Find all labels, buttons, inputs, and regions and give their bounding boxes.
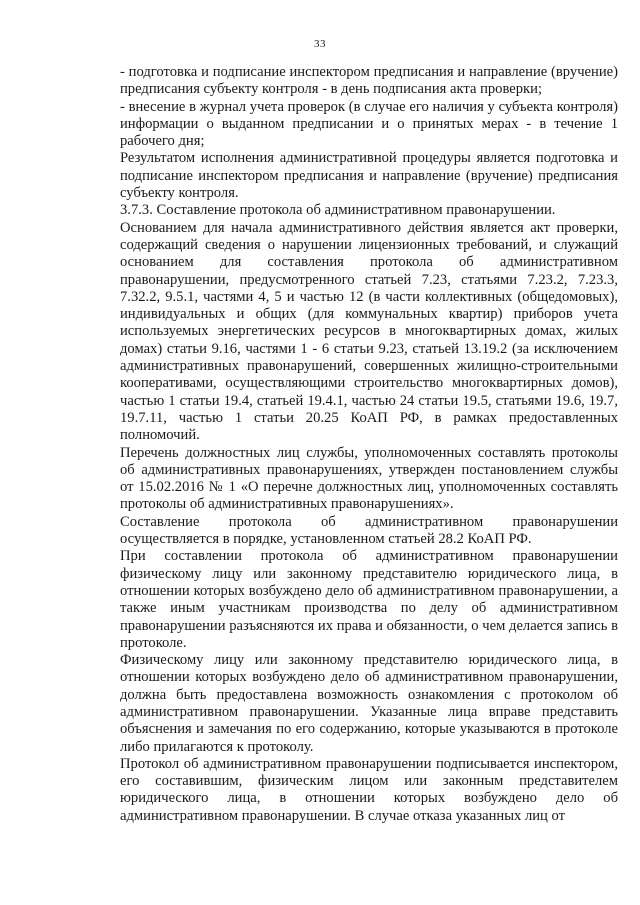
paragraph: Физическому лицу или законному представителю юридического лица, в отношении которых возбуждено дело об административном правонарушении, должна быть предоставлена возможность ознакомления с протоколом об административном правонарушении. Указанные лица вправе представить объяснения и замечания по его содержанию, которые указываются в протоколе либо прилагаются к протоколу. [120, 652, 618, 755]
page-number: 33 [314, 38, 326, 50]
section-heading: 3.7.3. Составление протокола об административном правонарушении. [120, 202, 556, 219]
document-body [120, 64, 618, 825]
paragraph: Основанием для начала административного действия является акт проверки, содержащий сведения о нарушении лицензионных требований, и служащий основанием для составления протокола об административном правонарушении, предусмотренного статьей 7.23, статьями 7.23.2, 7.23.3, 7.32.2, 9.5.1, частями 4, 5 и частью 12 (в части коллективных (общедомовых), индивидуальных и общих (для коммунальных квартир) приборов учета используемых энергетических ресурсов в многоквартирных домах, жилых домах) статьи 9.16, частями 1 - 6 статьи 9.23, статьей 13.19.2 (за исключением административных правонарушений, совершенных жилищно-строительными кооперативами, осуществляющими строительство многоквартирных домов), частью 1 статьи 19.4, статьей 19.4.1, частью 24 статьи 19.5, статьями 19.6, 19.7, 19.7.11, частью 1 статьи 20.25 КоАП РФ, в рамках предоставленных полномочий. [120, 219, 618, 444]
paragraph: Результатом исполнения административной процедуры является подготовка и подписание инспектором предписания и направление (вручение) предписания субъекту контроля. [120, 150, 618, 202]
paragraph: При составлении протокола об административном правонарушении физическому лицу или законному представителю юридического лица, в отношении которых возбуждено дело об административном правонарушении, а также иным участникам производства по делу об административном правонарушении разъясняются их права и обязанности, о чем делается запись в протоколе. [120, 548, 618, 651]
paragraph: - подготовка и подписание инспектором предписания и направление (вручение) предписания субъекту контроля - в день подписания акта проверки; [120, 64, 618, 98]
paragraph: - внесение в журнал учета проверок (в случае его наличия у субъекта контроля) информации о выданном предписании и о принятых мерах - в течение 1 рабочего дня; [120, 98, 618, 150]
paragraph: Составление протокола об административном правонарушении осуществляется в порядке, установленном статьей 28.2 КоАП РФ. [120, 513, 618, 548]
paragraph: Протокол об административном правонарушении подписывается инспектором, его составившим, физическим лицом или законным представителем юридического лица, в отношении которых возбуждено дело об административном правонарушении. В случае отказа указанных лиц от [120, 755, 618, 824]
paragraph: Перечень должностных лиц службы, уполномоченных составлять протоколы об административных правонарушениях, утвержден постановлением службы от 15.02.2016 № 1 «О перечне должностных лиц, уполномоченных составлять протоколы об административных правонарушениях». [120, 444, 618, 513]
